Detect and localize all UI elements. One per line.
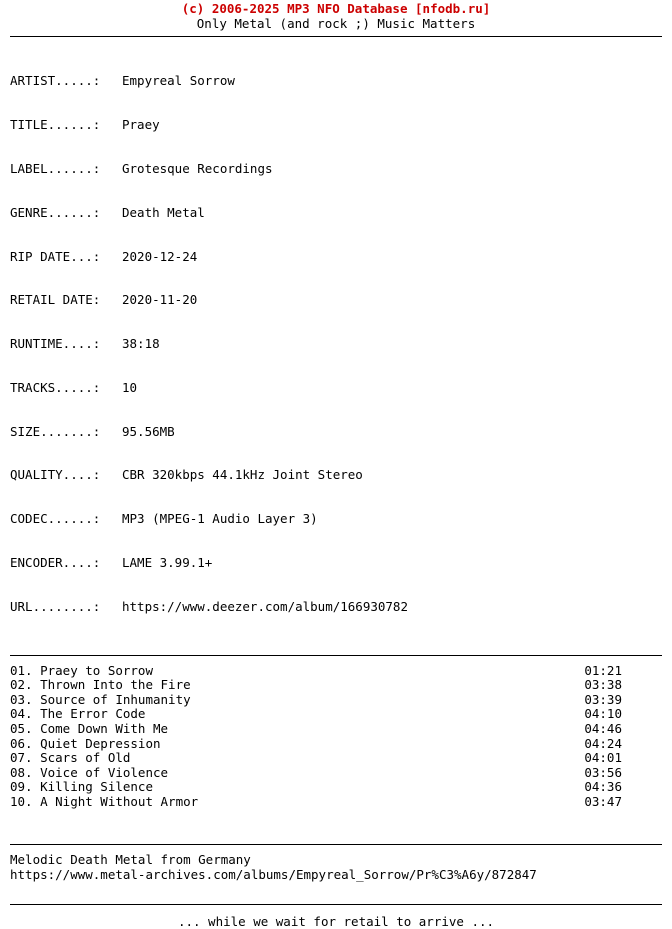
track-row (10, 795, 662, 810)
info-row (10, 600, 662, 615)
track-title: 05. Come Down With Me (10, 720, 169, 736)
info-value: MP3 (MPEG-1 Audio Layer 3) (122, 511, 318, 527)
track-row (10, 751, 662, 766)
nfo-tagline: Only Metal (and rock ;) Music Matters (196, 15, 476, 31)
divider-notes (10, 844, 662, 845)
info-row (10, 556, 662, 571)
divider-top (10, 36, 662, 37)
tracklist (10, 664, 662, 810)
track-title: 10. A Night Without Armor (10, 793, 199, 809)
info-value: 10 (122, 379, 138, 395)
info-value: Empyreal Sorrow (122, 73, 235, 89)
info-value: CBR 320kbps 44.1kHz Joint Stereo (122, 467, 363, 483)
info-label: QUALITY....: (10, 467, 101, 483)
notes-block (10, 853, 662, 882)
track-title: 08. Voice of Violence (10, 764, 169, 780)
track-duration: 04:24 (584, 735, 622, 751)
closing-note: ... while we wait for retail to arrive ... (177, 913, 495, 929)
spacer (10, 829, 662, 839)
info-label: LABEL......: (10, 160, 101, 176)
track-row (10, 707, 662, 722)
track-duration: 01:21 (584, 662, 622, 678)
nfo-header (10, 0, 662, 31)
info-value: Praey (122, 117, 160, 133)
info-label: GENRE......: (10, 204, 101, 220)
divider-tracklist (10, 655, 662, 656)
track-title: 09. Killing Silence (10, 779, 153, 795)
release-info-block (10, 45, 662, 643)
release-description: Melodic Death Metal from Germany (10, 852, 251, 868)
info-row (10, 512, 662, 527)
track-duration: 03:38 (584, 677, 622, 693)
divider-bottom (10, 904, 662, 905)
track-duration: 04:46 (584, 720, 622, 736)
track-title: 02. Thrown Into the Fire (10, 677, 191, 693)
info-row (10, 250, 662, 265)
info-label: ENCODER....: (10, 554, 101, 570)
info-row (10, 162, 662, 177)
info-value: LAME 3.99.1+ (122, 554, 213, 570)
track-duration: 03:56 (584, 764, 622, 780)
info-value: 95.56MB (122, 423, 175, 439)
info-row (10, 381, 662, 396)
track-row (10, 737, 662, 752)
info-label: RIP DATE...: (10, 248, 101, 264)
spacer (10, 809, 662, 819)
info-label: RETAIL DATE: (10, 292, 101, 308)
track-duration: 03:39 (584, 691, 622, 707)
info-row (10, 425, 662, 440)
track-title: 04. The Error Code (10, 706, 146, 722)
info-value: Grotesque Recordings (122, 160, 273, 176)
track-row (10, 678, 662, 693)
info-row (10, 293, 662, 308)
track-duration: 04:10 (584, 706, 622, 722)
track-title: 07. Scars of Old (10, 750, 131, 766)
info-row (10, 206, 662, 221)
info-label: RUNTIME....: (10, 336, 101, 352)
info-value: 2020-11-20 (122, 292, 198, 308)
track-duration: 04:01 (584, 750, 622, 766)
info-label: TRACKS.....: (10, 379, 101, 395)
track-row (10, 722, 662, 737)
track-title: 06. Quiet Depression (10, 735, 161, 751)
info-label: ARTIST.....: (10, 73, 101, 89)
track-row (10, 766, 662, 781)
info-label: CODEC......: (10, 511, 101, 527)
info-row (10, 468, 662, 483)
info-value: Death Metal (122, 204, 205, 220)
info-label: TITLE......: (10, 117, 101, 133)
info-row (10, 118, 662, 133)
info-label: URL........: (10, 598, 101, 614)
track-duration: 04:36 (584, 779, 622, 795)
nfo-database-credit: (c) 2006-2025 MP3 NFO Database [nfodb.ru] (181, 1, 491, 16)
info-row (10, 337, 662, 352)
info-value: 2020-12-24 (122, 248, 198, 264)
spacer (10, 819, 662, 829)
track-title: 01. Praey to Sorrow (10, 662, 153, 678)
info-label: SIZE.......: (10, 423, 101, 439)
spacer (10, 644, 662, 650)
track-duration: 03:47 (584, 793, 622, 809)
spacer (10, 883, 662, 893)
track-title: 03. Source of Inhumanity (10, 691, 191, 707)
info-row (10, 74, 662, 89)
info-value: 38:18 (122, 336, 160, 352)
spacer (10, 893, 662, 899)
metal-archives-link[interactable]: https://www.metal-archives.com/albums/Empyreal_Sorrow/Pr%C3%A6y/872847 (10, 867, 537, 883)
track-row (10, 664, 662, 679)
track-row (10, 780, 662, 795)
track-row (10, 693, 662, 708)
info-value: https://www.deezer.com/album/166930782 (122, 598, 408, 614)
